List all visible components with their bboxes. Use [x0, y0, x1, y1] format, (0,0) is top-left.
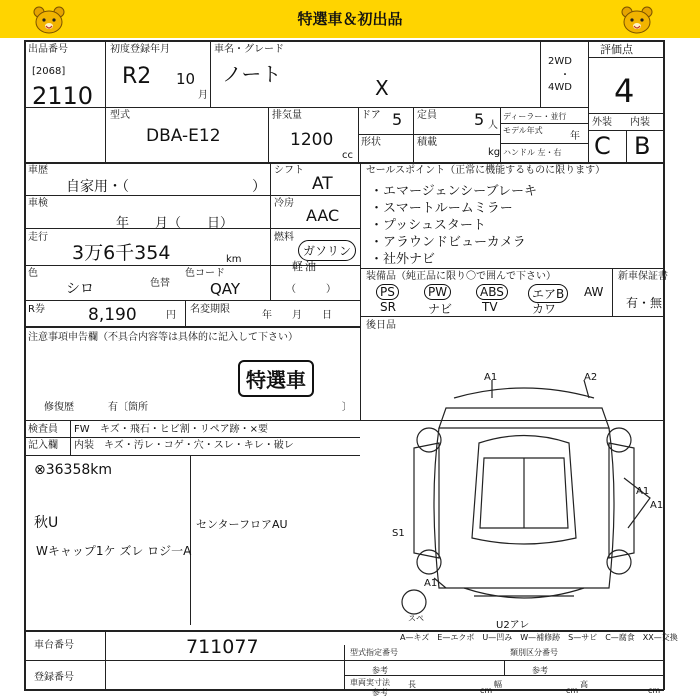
drive-separator: ・	[560, 70, 570, 81]
inspection-label: 車検	[28, 198, 48, 209]
handwritten-note: 秋U	[34, 515, 59, 531]
list-item: ・エマージェンシーブレーキ	[370, 184, 537, 199]
fw-items: キズ・飛石・ヒビ割・リペア跡・×要	[100, 424, 268, 435]
mileage-label: 走行	[28, 232, 48, 243]
page-title: 特選車＆初出品	[297, 10, 403, 28]
first-reg-label: 初度登録年月	[110, 44, 170, 55]
type-cert-label: 型式指定番号	[350, 648, 398, 657]
lot-number: 2110	[32, 82, 94, 110]
shape-label: 形状	[361, 137, 381, 148]
damage-legend: A—キズ E—エクボ U—凹み W—補修跡 S—サビ C—腐食 XX—交換	[400, 633, 678, 642]
doors-label: ドア	[361, 110, 381, 121]
interior-grade: B	[634, 132, 651, 160]
name-change-value: 年 月 日	[262, 310, 332, 321]
drive-4wd: 4WD	[548, 82, 572, 93]
color-label: 色	[28, 268, 38, 279]
kg-unit: kg	[488, 147, 501, 158]
person-unit: 人	[488, 120, 498, 131]
model-label: 型式	[110, 110, 130, 121]
sales-points-title: セールスポイント（正常に機能するものに限ります）	[366, 165, 606, 176]
name-change-label: 名変期限	[190, 304, 230, 315]
equip-abs: ABS	[476, 284, 508, 300]
color-code-label: 色コード	[185, 268, 225, 279]
ac-label: 冷房	[274, 198, 294, 209]
type-cert-sub: 参考	[372, 666, 388, 675]
inspector-label: 検査員	[28, 424, 58, 435]
lot-small-number: [2068]	[32, 66, 66, 77]
history-value: 自家用・（	[66, 179, 129, 195]
month-unit: 月	[198, 90, 208, 101]
dims-label: 車両実寸法	[350, 678, 390, 687]
displacement-value: 1200	[290, 130, 334, 150]
score-label: 評価点	[600, 43, 633, 56]
doors-value: 5	[392, 110, 403, 129]
damage-mark: A1	[424, 578, 438, 589]
repair-label: 修復歴	[44, 402, 74, 413]
month-value: 10	[176, 70, 196, 88]
equipment-title: 装備品（純正品に限り〇で囲んで下さい）	[366, 271, 556, 282]
list-item: ・アラウンドビューカメラ	[370, 235, 526, 250]
list-item: ・スマートルームミラー	[370, 201, 513, 216]
cm-unit: cm	[648, 686, 661, 695]
ac-value: AAC	[306, 206, 340, 225]
fuel-paren: （ ）	[286, 284, 336, 295]
damage-mark: U2アレ	[496, 620, 530, 631]
chassis-label: 車台番号	[34, 640, 74, 651]
rear-label: 後日品	[366, 320, 396, 331]
fw-label: FW	[74, 424, 90, 435]
shift-label: シフト	[274, 165, 304, 176]
damage-mark: A1	[650, 500, 664, 511]
height-label: 高	[580, 680, 588, 689]
list-item: ・社外ナビ	[370, 252, 436, 267]
handwritten-note: センターフロアAU	[196, 518, 288, 531]
equip-airbag: エアB	[528, 284, 568, 303]
fuel-diesel: 軽油	[292, 260, 318, 273]
handwritten-note: Wキャップ1ケ ズレ ロジ一A	[36, 544, 192, 558]
bear-face-icon	[32, 5, 66, 35]
mileage-value: 3万6千354	[72, 242, 171, 264]
capacity-value: 5	[474, 110, 485, 129]
dealer-label: ディーラー・並行	[503, 112, 567, 121]
class-sub: 参考	[532, 666, 548, 675]
equip-aw: AW	[584, 285, 604, 299]
shift-value: AT	[312, 174, 333, 194]
color-change-label: 色替	[150, 278, 170, 289]
cc-unit: cc	[342, 150, 353, 161]
spare-mark: スペ	[408, 614, 424, 623]
drive-2wd: 2WD	[548, 56, 572, 67]
history-label: 車歴	[28, 165, 48, 176]
load-label: 積載	[417, 137, 437, 148]
warranty-value: 有・無	[626, 296, 663, 310]
interior-check-items: キズ・汚レ・コゲ・穴・スレ・キレ・破レ	[104, 440, 294, 451]
car-name: ノート	[222, 62, 282, 86]
equip-tv: TV	[482, 300, 498, 314]
reg-label: 登録番号	[34, 672, 74, 683]
cm-unit: cm	[480, 686, 493, 695]
grade-value: X	[375, 76, 389, 100]
displacement-label: 排気量	[272, 110, 302, 121]
handle-label: ハンドル 左・右	[503, 148, 562, 157]
dims-sub: 参考	[372, 688, 388, 697]
damage-mark: A1	[636, 486, 650, 497]
width-label: 幅	[494, 680, 502, 689]
color-code-value: QAY	[210, 280, 241, 298]
repair-close: 〕	[342, 402, 352, 413]
inspection-value: 年 月（ 日）	[116, 216, 234, 231]
damage-mark: A2	[584, 372, 598, 383]
fuel-label: 燃料	[274, 232, 294, 243]
fuel-gasoline: ガソリン	[298, 240, 356, 261]
km-unit: km	[226, 254, 242, 265]
damage-mark: A1	[484, 372, 498, 383]
class-label: 類別区分番号	[510, 648, 558, 657]
model-value: DBA-E12	[146, 126, 221, 146]
equip-navi: ナビ	[428, 302, 453, 316]
cm-unit: cm	[566, 686, 579, 695]
inspector-label-2: 記入欄	[28, 440, 58, 451]
color-value: シロ	[66, 281, 94, 297]
repair-value: 有〔箇所	[108, 402, 148, 413]
exterior-label: 外装	[592, 117, 612, 128]
special-selection-stamp: 特選車	[238, 360, 314, 397]
equip-sr: SR	[380, 300, 396, 314]
equip-leather: カワ	[532, 302, 557, 316]
bear-face-icon	[620, 5, 654, 35]
warranty-label: 新車保証書	[618, 271, 668, 282]
model-year-label: モデル年式	[503, 126, 543, 135]
handwritten-note: ⊗36358km	[34, 462, 113, 478]
exterior-grade: C	[594, 132, 611, 160]
length-label: 長	[408, 680, 416, 689]
year-unit: 年	[570, 131, 580, 142]
interior-label: 内装	[630, 117, 650, 128]
recycle-label: R券	[28, 304, 45, 315]
lot-label: 出品番号	[28, 44, 68, 55]
equip-pw: PW	[424, 284, 451, 300]
score-value: 4	[614, 72, 635, 110]
yen-unit: 円	[166, 310, 176, 321]
car-name-label: 車名・グレード	[214, 44, 284, 55]
capacity-label: 定員	[417, 110, 437, 121]
recycle-amount: 8,190	[88, 305, 137, 325]
notes-title: 注意事項申告欄（不具合内容等は具体的に記入して下さい）	[28, 332, 298, 343]
list-item: ・プッシュスタート	[370, 218, 486, 233]
equip-ps: PS	[376, 284, 399, 300]
era-value: R2	[122, 64, 152, 89]
interior-check-label: 内装	[74, 440, 94, 451]
damage-mark: S1	[392, 528, 405, 539]
history-close: ）	[252, 179, 266, 195]
chassis-number: 711077	[186, 636, 259, 658]
